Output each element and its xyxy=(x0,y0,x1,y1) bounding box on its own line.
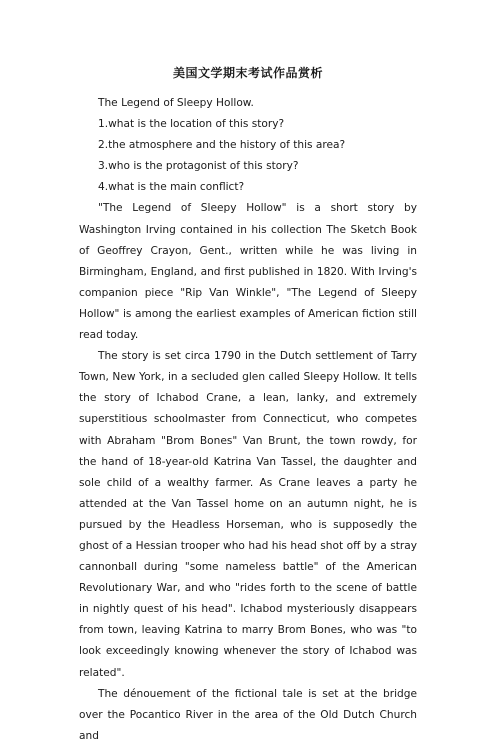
story-title-line: The Legend of Sleepy Hollow. xyxy=(98,97,254,109)
document-body xyxy=(79,93,417,747)
question-4: 4.what is the main conflict? xyxy=(98,181,245,194)
document-title: 美国文学期末考试作品赏析 xyxy=(172,66,323,80)
paragraph-denouement: The dénouement of the fictional tale is set at the bridge over the Pocantico River in the area of the Old Dutch Church and xyxy=(79,687,417,742)
question-2: 2.the atmosphere and the history of this area? xyxy=(98,139,346,152)
question-1: 1.what is the location of this story? xyxy=(98,118,285,131)
paragraph-plot: The story is set circa 1790 in the Dutch settlement of Tarry Town, New York, in a secluded glen called Sleepy Hollow. It tells the story of Ichabod Crane, a lean, lanky, and extremely superstitious schoolmaster from Connecticut, who competes with Abraham "Brom Bones" Van Brunt, the town rowdy, for the hand of 18-year-old Katrina Van Tassel, the daughter and sole child of a wealthy farmer. As Crane leaves a party he attended at the Van Tassel home on an autumn night, he is pursued by the Headless Horseman, who is supposedly the ghost of a Hessian trooper who had his head shot off by a stray cannonball during "some nameless battle" of the American Revolutionary War, and who "rides forth to the scene of battle in nightly quest of his head". Ichabod mysteriously disappears from town, leaving Katrina to marry Brom Bones, who was "to look exceedingly knowing whenever the story of Ichabod was related". xyxy=(79,350,417,679)
question-3: 3.who is the protagonist of this story? xyxy=(98,160,299,173)
paragraph-intro: "The Legend of Sleepy Hollow" is a short story by Washington Irving contained in his collection The Sketch Book of Geoffrey Crayon, Gent., written while he was living in Birmingham, England, and first published in 1820. With Irving's companion piece "Rip Van Winkle", "The Legend of Sleepy Hollow" is among the earliest examples of American fiction still read today. xyxy=(79,202,417,342)
